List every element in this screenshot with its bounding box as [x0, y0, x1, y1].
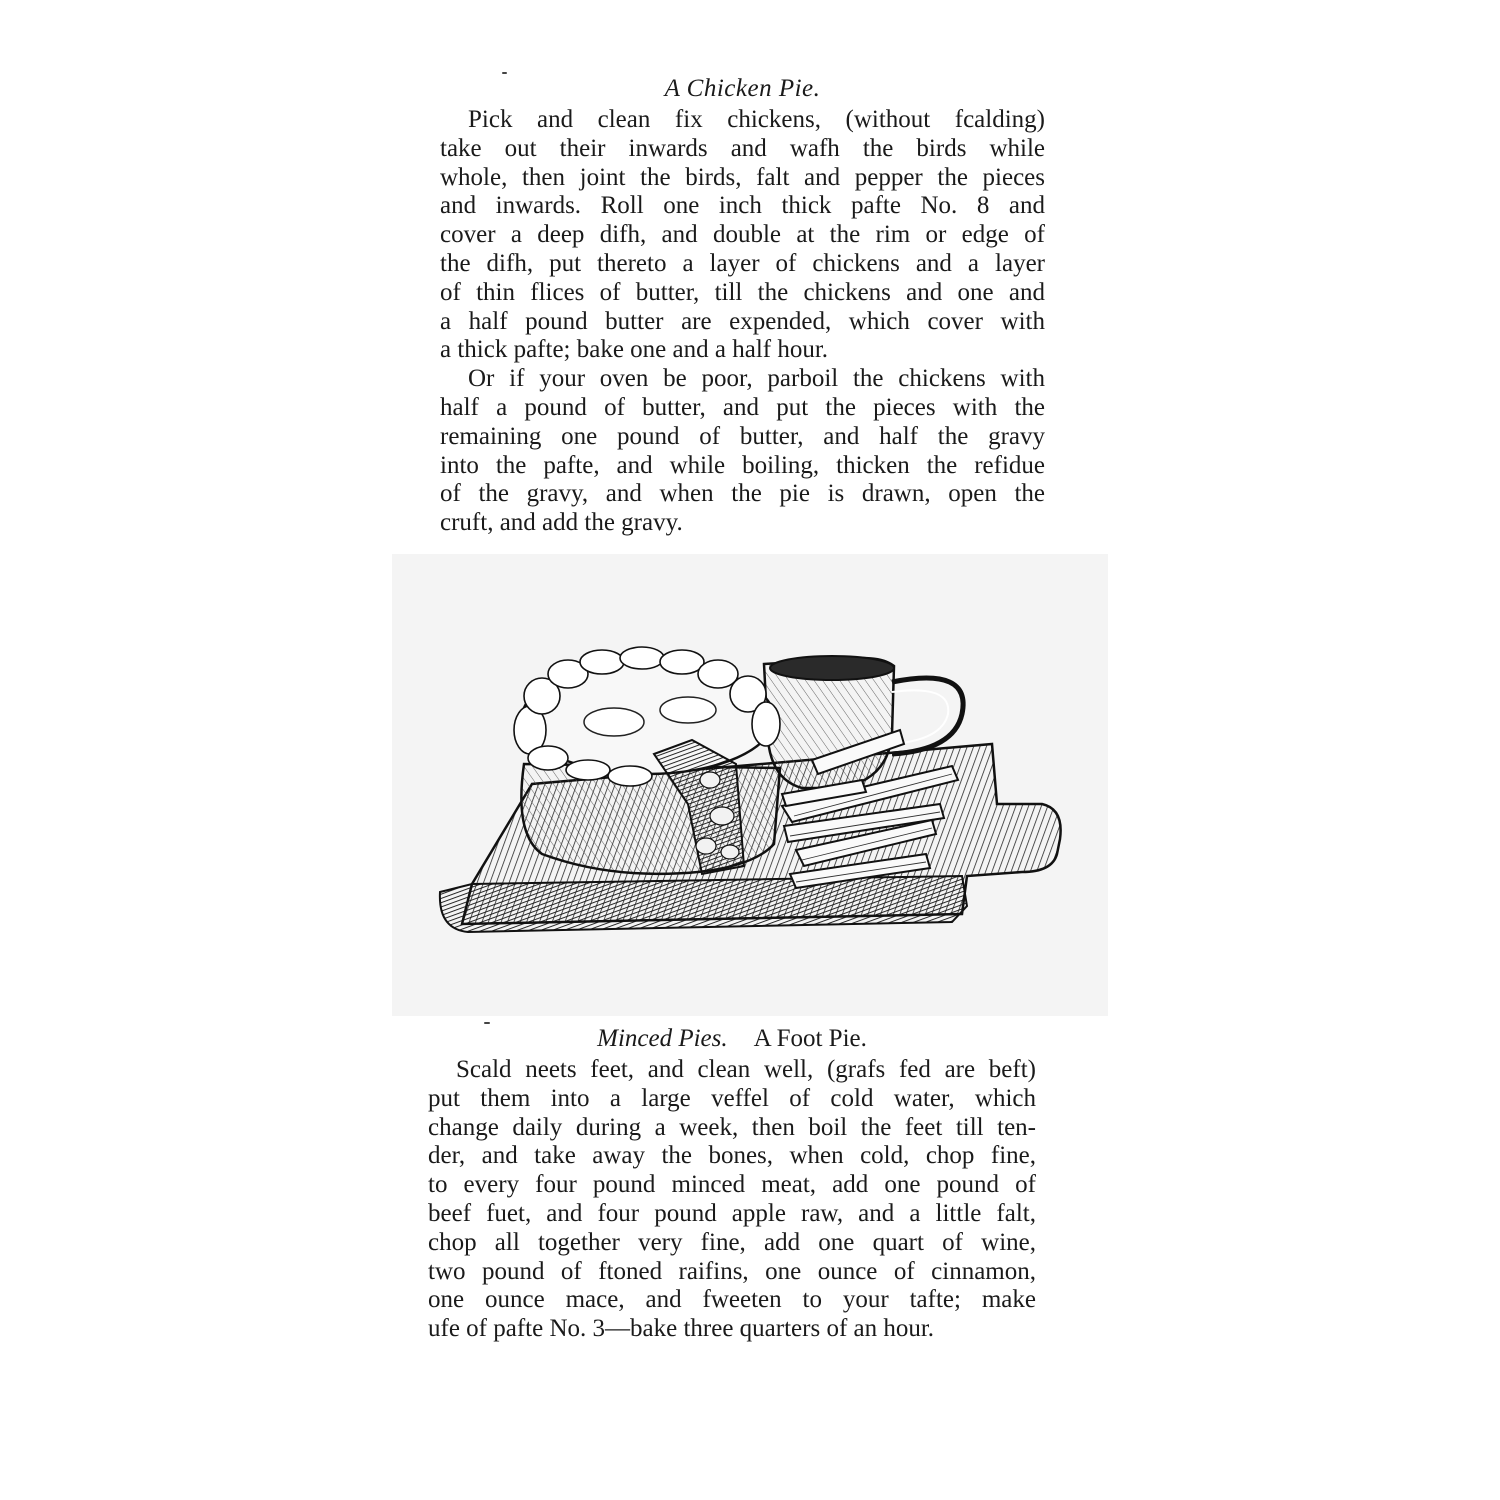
text-line: of thin flices of butter, till the chickens and one and: [440, 278, 1045, 306]
text-line: half a pound of butter, and put the pieces with the: [440, 393, 1045, 421]
text-line: of the gravy, and when the pie is drawn, open the: [440, 480, 1045, 508]
pie-engraving: [392, 554, 1108, 1016]
recipe-paragraph: [440, 365, 1045, 538]
recipe-title: [428, 1022, 1036, 1056]
text-line: Or if your oven be poor, parboil the chickens with: [468, 365, 1045, 393]
text-line: cruft, and add the gravy.: [440, 509, 683, 537]
recipe-paragraph: [440, 106, 1045, 365]
pie-illustration: [392, 554, 1108, 1016]
recipe-name: A Foot Pie.: [753, 1025, 867, 1052]
text-line: Pick and clean fix chickens, (without fcalding): [468, 106, 1045, 133]
text-line: into the pafte, and while boiling, thicken the refidue: [440, 451, 1045, 479]
text-line: and inwards. Roll one inch thick pafte No. 8 and: [440, 192, 1045, 220]
running-head: Minced Pies.: [597, 1025, 728, 1052]
text-line: cover a deep difh, and double at the rim or edge of: [440, 221, 1045, 249]
text-line: ufe of pafte No. 3—bake three quarters of an hour.: [428, 1315, 935, 1343]
text-line: one ounce mace, and fweeten to your tafte; make: [428, 1286, 1036, 1314]
text-line: a half pound butter are expended, which cover with: [440, 307, 1045, 335]
text-line: beef fuet, and four pound apple raw, and a little falt,: [428, 1199, 1036, 1227]
text-line: change daily during a week, then boil the feet till ten-: [428, 1113, 1036, 1141]
text-line: whole, then joint the birds, falt and pepper the pieces: [440, 163, 1045, 191]
text-line: the difh, put thereto a layer of chickens and a layer: [440, 249, 1045, 277]
text-line: remaining one pound of butter, and half the gravy: [440, 422, 1045, 450]
chicken-pie-recipe: [440, 74, 1045, 538]
text-line: take out their inwards and wafh the birds while: [440, 134, 1045, 162]
foot-pie-recipe: [428, 1022, 1036, 1344]
text-line: Scald neets feet, and clean well, (grafs fed are beft): [456, 1056, 1036, 1083]
text-line: two pound of ftoned raifins, one ounce of cinnamon,: [428, 1257, 1036, 1285]
text-line: chop all together very fine, add one quart of wine,: [428, 1228, 1036, 1256]
text-line: der, and take away the bones, when cold, chop fine,: [428, 1142, 1036, 1170]
recipe-title: A Chicken Pie.: [664, 75, 821, 102]
text-line: to every four pound minced meat, add one pound of: [428, 1171, 1036, 1199]
text-line: put them into a large veffel of cold water, which: [428, 1084, 1036, 1112]
recipe-paragraph: [428, 1056, 1036, 1344]
text-line: a thick pafte; bake one and a half hour.: [440, 336, 829, 364]
